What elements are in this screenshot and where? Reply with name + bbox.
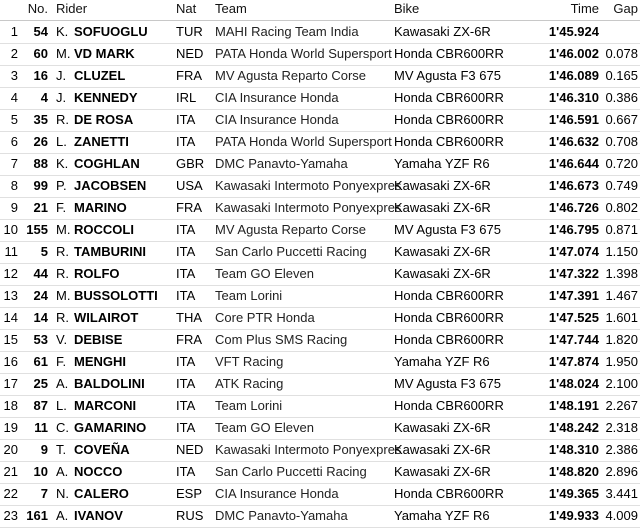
gap-cell: 3.441 [605, 486, 638, 501]
rider-surname-cell: ROCCOLI [74, 222, 134, 237]
bike-cell: Yamaha YZF R6 [394, 508, 490, 523]
bike-cell: MV Agusta F3 675 [394, 376, 501, 391]
bike-cell: Honda CBR600RR [394, 90, 504, 105]
rider-number-cell: 4 [40, 90, 48, 105]
table-row [0, 87, 640, 110]
team-cell: Team GO Eleven [215, 266, 314, 281]
table-row [0, 307, 640, 330]
position-cell: 5 [10, 112, 18, 127]
rider-initial-cell: V. [56, 332, 68, 347]
team-cell: Kawasaki Intermoto Ponyexpres [215, 200, 402, 215]
gap-cell: 2.267 [605, 398, 638, 413]
team-cell: VFT Racing [215, 354, 284, 369]
rider-initial-cell: K. [56, 156, 69, 171]
position-cell: 8 [10, 178, 18, 193]
bike-cell: Honda CBR600RR [394, 332, 504, 347]
rider-number-cell: 5 [40, 244, 48, 259]
rider-number-cell: 161 [26, 508, 48, 523]
rider-surname-cell: COVEÑA [74, 442, 130, 457]
rider-number-cell: 11 [34, 420, 48, 435]
table-row [0, 175, 640, 198]
position-cell: 9 [10, 200, 18, 215]
lap-time-cell: 1'46.673 [548, 178, 599, 193]
lap-time-cell: 1'46.726 [548, 200, 599, 215]
gap-cell: 1.601 [605, 310, 638, 325]
team-cell: ATK Racing [215, 376, 284, 391]
rider-number-cell: 9 [40, 442, 48, 457]
gap-cell: 0.802 [605, 200, 638, 215]
rider-number-cell: 87 [33, 398, 48, 413]
lap-time-cell: 1'45.924 [548, 24, 599, 39]
bike-cell: Honda CBR600RR [394, 486, 504, 501]
position-cell: 15 [3, 332, 18, 347]
rider-surname-cell: WILAIROT [74, 310, 139, 325]
rider-initial-cell: A. [56, 508, 69, 523]
nationality-cell: NED [176, 46, 204, 61]
rider-number-cell: 25 [33, 376, 48, 391]
lap-time-cell: 1'46.002 [548, 46, 599, 61]
team-cell: Core PTR Honda [215, 310, 315, 325]
rider-number-cell: 10 [33, 464, 48, 479]
position-cell: 7 [10, 156, 18, 171]
gap-cell: 0.708 [605, 134, 638, 149]
rider-number-cell: 60 [33, 46, 48, 61]
gap-cell: 2.318 [605, 420, 638, 435]
nationality-cell: ITA [176, 112, 196, 127]
table-row [0, 505, 640, 528]
rider-surname-cell: MARCONI [74, 398, 137, 413]
header-no: No. [27, 1, 48, 16]
nationality-cell: TUR [176, 24, 203, 39]
table-row [0, 21, 640, 44]
team-cell: MV Agusta Reparto Corse [215, 222, 367, 237]
rider-number-cell: 21 [33, 200, 48, 215]
team-cell: Kawasaki Intermoto Ponyexpres [215, 178, 402, 193]
bike-cell: Kawasaki ZX-6R [394, 420, 491, 435]
position-cell: 2 [10, 46, 18, 61]
rider-initial-cell: J. [56, 68, 67, 83]
lap-time-cell: 1'47.074 [548, 244, 599, 259]
header-rider: Rider [56, 1, 88, 16]
bike-cell: Kawasaki ZX-6R [394, 200, 491, 215]
rider-surname-cell: TAMBURINI [74, 244, 146, 259]
bike-cell: Kawasaki ZX-6R [394, 244, 491, 259]
team-cell: MAHI Racing Team India [215, 24, 359, 39]
table-row [0, 131, 640, 154]
bike-cell: MV Agusta F3 675 [394, 68, 501, 83]
rider-initial-cell: A. [56, 376, 69, 391]
rider-number-cell: 99 [33, 178, 48, 193]
bike-cell: Honda CBR600RR [394, 134, 504, 149]
lap-time-cell: 1'47.322 [548, 266, 599, 281]
team-cell: Team Lorini [215, 288, 283, 303]
position-cell: 3 [10, 68, 18, 83]
rider-initial-cell: F. [56, 354, 67, 369]
rider-initial-cell: L. [56, 398, 67, 413]
rider-surname-cell: COGHLAN [74, 156, 140, 171]
nationality-cell: ITA [176, 134, 196, 149]
rider-surname-cell: DEBISE [74, 332, 123, 347]
team-cell: Team GO Eleven [215, 420, 314, 435]
rider-surname-cell: IVANOV [74, 508, 123, 523]
team-cell: Team Lorini [215, 398, 283, 413]
rider-initial-cell: T. [56, 442, 67, 457]
lap-time-cell: 1'46.591 [548, 112, 599, 127]
header-team: Team [215, 1, 247, 16]
team-cell: San Carlo Puccetti Racing [215, 464, 367, 479]
rider-number-cell: 155 [26, 222, 48, 237]
bike-cell: Honda CBR600RR [394, 398, 504, 413]
position-cell: 21 [3, 464, 18, 479]
bike-cell: Kawasaki ZX-6R [394, 266, 491, 281]
nationality-cell: IRL [176, 90, 197, 105]
table-row [0, 219, 640, 242]
nationality-cell: FRA [176, 200, 202, 215]
table-row [0, 483, 640, 506]
team-cell: Kawasaki Intermoto Ponyexpres [215, 442, 402, 457]
lap-time-cell: 1'49.365 [548, 486, 599, 501]
team-cell: CIA Insurance Honda [215, 90, 339, 105]
rider-number-cell: 35 [33, 112, 48, 127]
rider-surname-cell: ZANETTI [74, 134, 129, 149]
nationality-cell: ITA [176, 398, 196, 413]
position-cell: 16 [3, 354, 18, 369]
nationality-cell: ITA [176, 288, 196, 303]
table-row [0, 439, 640, 462]
table-header [0, 0, 640, 21]
rider-initial-cell: F. [56, 200, 67, 215]
rider-initial-cell: R. [56, 266, 69, 281]
lap-time-cell: 1'46.632 [548, 134, 599, 149]
rider-number-cell: 54 [33, 24, 48, 39]
table-row [0, 241, 640, 264]
rider-surname-cell: KENNEDY [74, 90, 138, 105]
position-cell: 18 [3, 398, 18, 413]
lap-time-cell: 1'47.744 [548, 332, 599, 347]
rider-initial-cell: J. [56, 90, 67, 105]
rider-number-cell: 88 [33, 156, 48, 171]
rider-initial-cell: P. [56, 178, 67, 193]
bike-cell: Honda CBR600RR [394, 288, 504, 303]
table-row [0, 351, 640, 374]
rider-initial-cell: L. [56, 134, 67, 149]
rider-surname-cell: GAMARINO [74, 420, 147, 435]
nationality-cell: ITA [176, 244, 196, 259]
position-cell: 20 [3, 442, 18, 457]
lap-time-cell: 1'46.795 [548, 222, 599, 237]
gap-cell: 1.150 [605, 244, 638, 259]
bike-cell: Yamaha YZF R6 [394, 354, 490, 369]
header-time: Time [570, 1, 599, 16]
position-cell: 22 [3, 486, 18, 501]
bike-cell: Yamaha YZF R6 [394, 156, 490, 171]
position-cell: 12 [3, 266, 18, 281]
team-cell: DMC Panavto-Yamaha [215, 156, 348, 171]
nationality-cell: RUS [176, 508, 204, 523]
rider-surname-cell: JACOBSEN [74, 178, 147, 193]
rider-number-cell: 53 [33, 332, 48, 347]
rider-surname-cell: BUSSOLOTTI [74, 288, 158, 303]
rider-surname-cell: SOFUOGLU [74, 24, 148, 39]
team-cell: MV Agusta Reparto Corse [215, 68, 367, 83]
gap-cell: 0.386 [605, 90, 638, 105]
rider-number-cell: 7 [40, 486, 48, 501]
lap-time-cell: 1'48.820 [548, 464, 599, 479]
gap-cell: 0.871 [605, 222, 638, 237]
bike-cell: Kawasaki ZX-6R [394, 24, 491, 39]
rider-number-cell: 14 [33, 310, 48, 325]
gap-cell: 1.820 [605, 332, 638, 347]
position-cell: 11 [4, 244, 18, 259]
position-cell: 1 [10, 24, 18, 39]
table-row [0, 329, 640, 352]
nationality-cell: THA [176, 310, 202, 325]
rider-number-cell: 26 [33, 134, 48, 149]
nationality-cell: NED [176, 442, 204, 457]
lap-time-cell: 1'46.644 [548, 156, 599, 171]
table-row [0, 395, 640, 418]
table-row [0, 43, 640, 66]
lap-time-cell: 1'48.191 [548, 398, 599, 413]
gap-cell: 1.950 [605, 354, 638, 369]
rider-surname-cell: BALDOLINI [74, 376, 145, 391]
rider-number-cell: 61 [33, 354, 48, 369]
header-gap: Gap [613, 1, 638, 16]
lap-time-cell: 1'47.874 [548, 354, 599, 369]
table-row [0, 373, 640, 396]
nationality-cell: ITA [176, 266, 196, 281]
team-cell: PATA Honda World Supersport [215, 46, 392, 61]
gap-cell: 0.720 [605, 156, 638, 171]
gap-cell: 0.667 [605, 112, 638, 127]
rider-number-cell: 44 [33, 266, 48, 281]
rider-number-cell: 24 [33, 288, 48, 303]
gap-cell: 2.386 [605, 442, 638, 457]
bike-cell: Kawasaki ZX-6R [394, 178, 491, 193]
bike-cell: MV Agusta F3 675 [394, 222, 501, 237]
table-row [0, 109, 640, 132]
rider-initial-cell: M. [56, 288, 71, 303]
rider-initial-cell: K. [56, 24, 69, 39]
team-cell: CIA Insurance Honda [215, 486, 339, 501]
position-cell: 10 [3, 222, 18, 237]
position-cell: 4 [10, 90, 18, 105]
rider-surname-cell: MARINO [74, 200, 127, 215]
rider-initial-cell: C. [56, 420, 69, 435]
gap-cell: 2.896 [605, 464, 638, 479]
nationality-cell: FRA [176, 68, 202, 83]
lap-time-cell: 1'46.310 [548, 90, 599, 105]
nationality-cell: GBR [176, 156, 205, 171]
nationality-cell: ITA [176, 376, 196, 391]
bike-cell: Kawasaki ZX-6R [394, 442, 491, 457]
table-row [0, 461, 640, 484]
position-cell: 19 [3, 420, 18, 435]
rider-initial-cell: M. [56, 46, 71, 61]
team-cell: San Carlo Puccetti Racing [215, 244, 367, 259]
lap-time-cell: 1'46.089 [548, 68, 599, 83]
rider-surname-cell: NOCCO [74, 464, 123, 479]
rider-initial-cell: R. [56, 244, 69, 259]
rider-surname-cell: CALERO [74, 486, 129, 501]
lap-time-cell: 1'49.933 [548, 508, 599, 523]
team-cell: DMC Panavto-Yamaha [215, 508, 348, 523]
lap-time-cell: 1'47.525 [548, 310, 599, 325]
lap-time-cell: 1'48.242 [548, 420, 599, 435]
bike-cell: Honda CBR600RR [394, 46, 504, 61]
position-cell: 23 [3, 508, 18, 523]
gap-cell: 0.078 [605, 46, 638, 61]
header-bike: Bike [394, 1, 420, 16]
nationality-cell: ITA [176, 222, 196, 237]
position-cell: 13 [3, 288, 18, 303]
rider-initial-cell: A. [56, 464, 69, 479]
rider-initial-cell: R. [56, 112, 69, 127]
lap-time-cell: 1'48.024 [548, 376, 599, 391]
rider-initial-cell: R. [56, 310, 69, 325]
table-row [0, 153, 640, 176]
position-cell: 17 [3, 376, 18, 391]
table-row [0, 285, 640, 308]
rider-surname-cell: CLUZEL [74, 68, 126, 83]
rider-number-cell: 16 [33, 68, 48, 83]
gap-cell [598, 21, 638, 43]
rider-initial-cell: M. [56, 222, 71, 237]
nationality-cell: ITA [176, 420, 196, 435]
rider-surname-cell: ROLFO [74, 266, 120, 281]
nationality-cell: ESP [176, 486, 203, 501]
position-cell: 14 [3, 310, 18, 325]
gap-cell: 2.100 [605, 376, 638, 391]
bike-cell: Kawasaki ZX-6R [394, 464, 491, 479]
rider-surname-cell: MENGHI [74, 354, 126, 369]
table-row [0, 197, 640, 220]
gap-cell: 1.398 [605, 266, 638, 281]
nationality-cell: ITA [176, 464, 196, 479]
nationality-cell: ITA [176, 354, 196, 369]
table-row [0, 65, 640, 88]
table-row [0, 263, 640, 286]
lap-time-cell: 1'47.391 [548, 288, 599, 303]
lap-time-cell: 1'48.310 [548, 442, 599, 457]
gap-cell: 1.467 [605, 288, 638, 303]
header-nat: Nat [176, 1, 197, 16]
gap-cell: 0.165 [605, 68, 638, 83]
rider-surname-cell: VD MARK [74, 46, 135, 61]
position-cell: 6 [10, 134, 18, 149]
rider-initial-cell: N. [56, 486, 69, 501]
team-cell: PATA Honda World Supersport [215, 134, 392, 149]
bike-cell: Honda CBR600RR [394, 112, 504, 127]
nationality-cell: FRA [176, 332, 202, 347]
gap-cell: 0.749 [605, 178, 638, 193]
bike-cell: Honda CBR600RR [394, 310, 504, 325]
table-row [0, 417, 640, 440]
nationality-cell: USA [176, 178, 203, 193]
team-cell: Com Plus SMS Racing [215, 332, 348, 347]
rider-surname-cell: DE ROSA [74, 112, 134, 127]
team-cell: CIA Insurance Honda [215, 112, 339, 127]
gap-cell: 4.009 [605, 508, 638, 523]
